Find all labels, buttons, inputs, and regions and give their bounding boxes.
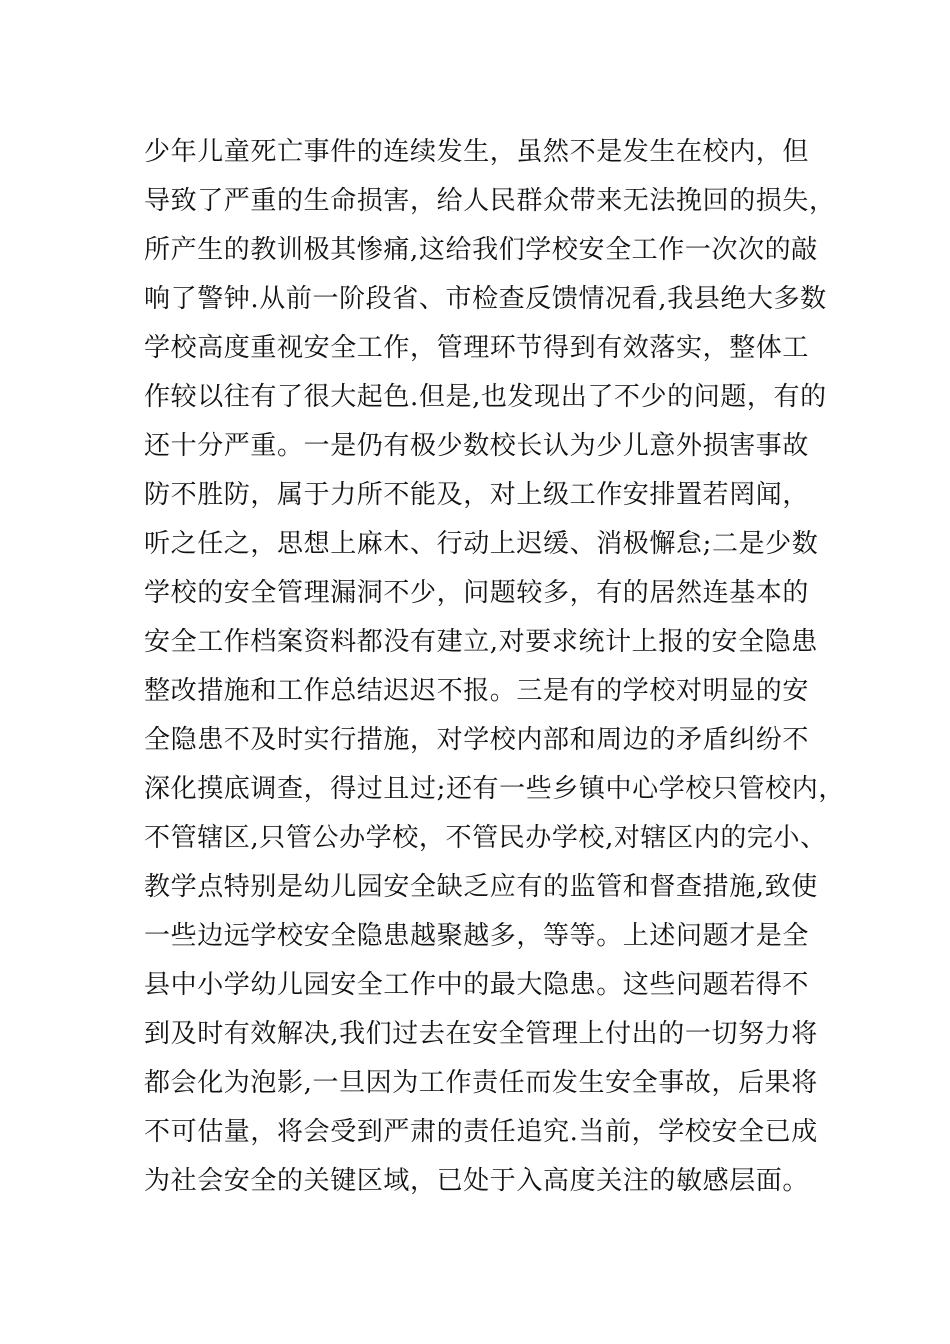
text-line: 一些边远学校安全隐患越聚越多，等等。上述问题才是全 bbox=[144, 921, 810, 951]
text-line: 为社会安全的关键区域，已处于入高度关注的敏感层面。 bbox=[144, 1166, 810, 1196]
text-line: 到及时有效解决,我们过去在安全管理上付出的一切努力将 bbox=[144, 1019, 818, 1049]
text-line: 所产生的教训极其惨痛,这给我们学校安全工作一次次的敲 bbox=[144, 235, 818, 265]
text-line: 学校高度重视安全工作，管理环节得到有效落实，整体工 bbox=[144, 333, 810, 363]
text-line: 深化摸底调查，得过且过;还有一些乡镇中心学校只管校内， bbox=[144, 774, 845, 804]
text-line: 学校的安全管理漏洞不少，问题较多，有的居然连基本的 bbox=[144, 578, 810, 608]
text-line: 听之任之，思想上麻木、行动上迟缓、消极懈怠;二是少数 bbox=[144, 529, 819, 559]
text-line: 全隐患不及时实行措施，对学校内部和周边的矛盾纠纷不 bbox=[144, 725, 810, 755]
text-line: 作较以往有了很大起色.但是,也发现出了不少的问题，有的 bbox=[144, 382, 827, 412]
text-line: 还十分严重。一是仍有极少数校长认为少儿意外损害事故 bbox=[144, 431, 810, 461]
text-line: 导致了严重的生命损害，给人民群众带来无法挽回的损失， bbox=[144, 186, 836, 216]
text-line: 县中小学幼儿园安全工作中的最大隐患。这些问题若得不 bbox=[144, 970, 810, 1000]
text-line: 教学点特别是幼儿园安全缺乏应有的监管和督查措施,致使 bbox=[144, 872, 818, 902]
text-line: 响了警钟.从前一阶段省、市检查反馈情况看,我县绝大多数 bbox=[144, 284, 827, 314]
text-line: 整改措施和工作总结迟迟不报。三是有的学校对明显的安 bbox=[144, 676, 810, 706]
text-line: 防不胜防，属于力所不能及，对上级工作安排置若罔闻， bbox=[144, 480, 810, 510]
text-line: 不管辖区,只管公办学校，不管民办学校,对辖区内的完小、 bbox=[144, 823, 827, 853]
body-paragraph bbox=[144, 128, 845, 1206]
text-line: 不可估量，将会受到严肃的责任追究.当前，学校安全已成 bbox=[144, 1117, 818, 1147]
text-line: 安全工作档案资料都没有建立,对要求统计上报的安全隐患 bbox=[144, 627, 818, 657]
text-line: 都会化为泡影,一旦因为工作责任而发生安全事故，后果将 bbox=[144, 1068, 818, 1098]
text-line: 少年儿童死亡事件的连续发生，虽然不是发生在校内，但 bbox=[144, 137, 810, 167]
